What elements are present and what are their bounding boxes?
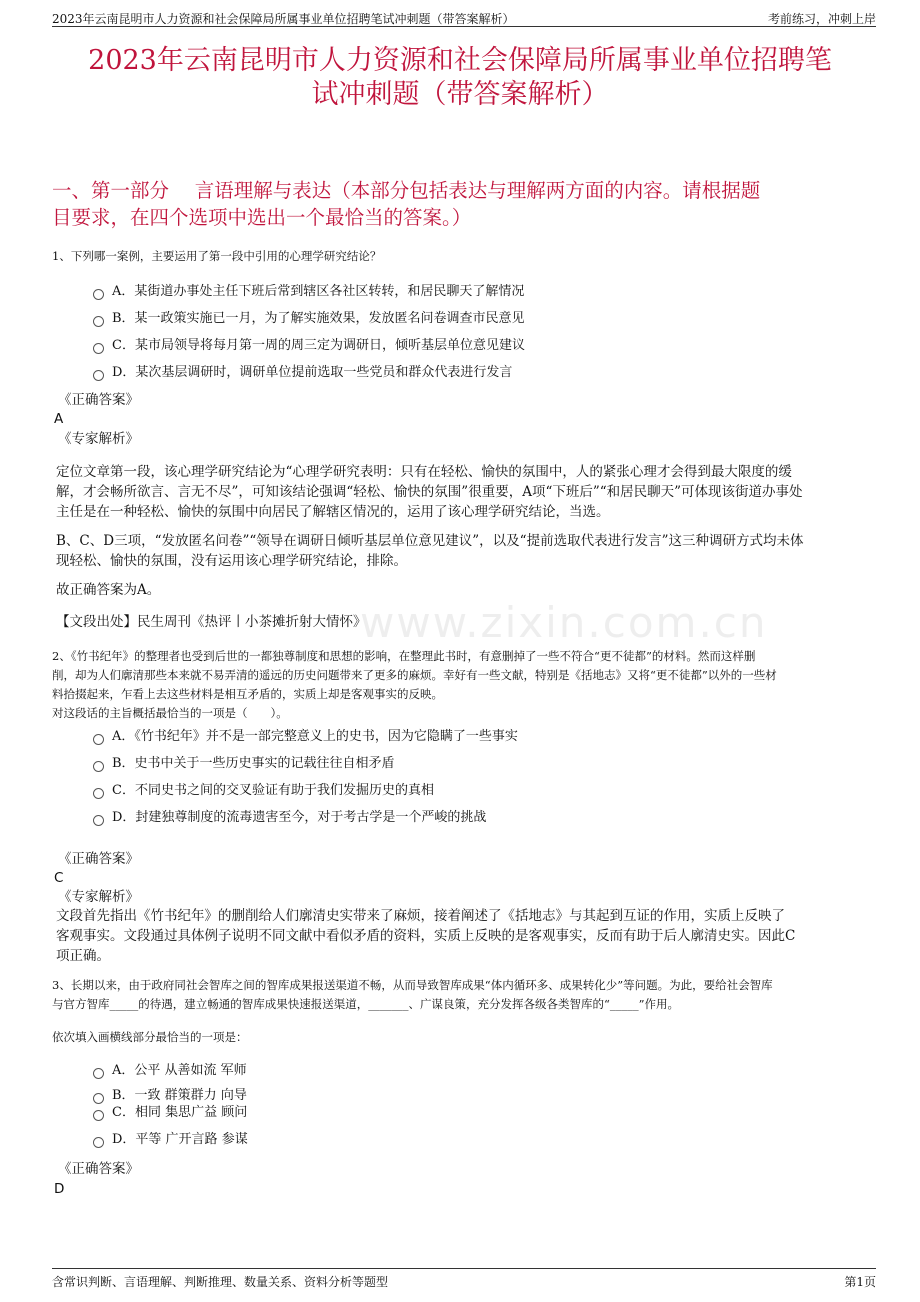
radio-icon[interactable] [93, 1093, 104, 1104]
option-label: D．平等 广开言路 参谋 [112, 1132, 248, 1147]
q2-expert-label: 《专家解析》 [58, 889, 139, 905]
title-line-2: 试冲刺题（带答案解析） [311, 79, 609, 110]
q1-option-b[interactable] [93, 310, 853, 328]
q3-option-c[interactable] [93, 1104, 853, 1122]
q1-option-d[interactable] [93, 364, 853, 382]
q1-option-a[interactable] [93, 283, 853, 301]
q3-option-a[interactable] [93, 1062, 853, 1080]
footer-note: 含常识判断、言语理解、判断推理、数量关系、资料分析等题型 [52, 1275, 389, 1289]
option-label: B．史书中关于一些历史事实的记载往往自相矛盾 [112, 756, 395, 771]
page-number: 第1页 [844, 1275, 876, 1289]
watermark: www.zixin.com.cn [360, 598, 768, 647]
question-line: 3、长期以来，由于政府同社会智库之间的智库成果报送渠道不畅，从而导致智库成果“体内循环多、成果转化少”等问题。为此，要给社会智库 [52, 978, 773, 992]
analysis-line: 定位文章第一段，该心理学研究结论为“心理学研究表明：只有在轻松、愉快的氛围中，人的紧张心理才会得到最大限度的缓 [56, 464, 792, 480]
radio-icon[interactable] [93, 316, 104, 327]
radio-icon[interactable] [93, 289, 104, 300]
analysis-line: 主任是在一种轻松、愉快的氛围中向居民了解辖区情况的，运用了该心理学研究结论，当选。 [56, 504, 610, 520]
section-line-2: 目要求，在四个选项中选出一个最恰当的答案。） [52, 206, 472, 229]
question-2-text [52, 647, 872, 723]
q3-correct-label: 《正确答案》 [58, 1161, 139, 1177]
page-header [52, 8, 876, 27]
question-line: 对这段话的主旨概括最恰当的一项是（ ）。 [52, 706, 288, 720]
q1-conclusion: 故正确答案为A。 [56, 582, 161, 598]
option-label: A．公平 从善如流 军师 [112, 1063, 247, 1078]
radio-icon[interactable] [93, 734, 104, 745]
radio-icon[interactable] [93, 1110, 104, 1121]
analysis-line: 客观事实。文段通过具体例子说明不同文献中看似矛盾的资料，实质上反映的是客观事实，反而有助于后人廓清史实。因此C [56, 928, 796, 944]
q3-option-b[interactable] [93, 1087, 853, 1105]
q2-option-c[interactable] [93, 782, 853, 800]
q2-answer: C [54, 870, 64, 886]
q2-option-a[interactable] [93, 728, 853, 746]
analysis-line: B、C、D三项，“发放匿名问卷”“领导在调研日倾听基层单位意见建议”，以及“提前选取代表进行发言”这三种调研方式均未体 [56, 533, 804, 549]
document-title [40, 44, 880, 112]
q2-analysis [56, 906, 864, 966]
q1-answer: A [54, 411, 64, 427]
radio-icon[interactable] [93, 1137, 104, 1148]
question-1-text: 1、下列哪一案例，主要运用了第一段中引用的心理学研究结论？ [52, 249, 382, 263]
q1-source: 【文段出处】民生周刊《热评丨小茶摊折射大情怀》 [56, 614, 367, 630]
q2-option-d[interactable] [93, 809, 853, 827]
question-line: 削，却为人们廓清那些本来就不易弄清的遥远的历史问题带来了更多的麻烦。幸好有一些文献，特别是《括地志》又将“更不徒都”以外的一些材 [52, 668, 777, 682]
option-label: D．封建独尊制度的流毒遗害至今，对于考古学是一个严峻的挑战 [112, 810, 487, 825]
question-line: 2、《竹书纪年》的整理者也受到后世的一都独尊制度和思想的影响，在整理此书时，有意删掉了一些不符合“更不徒都”的材料。然而这样删 [52, 649, 756, 663]
q2-option-b[interactable] [93, 755, 853, 773]
analysis-line: 文段首先指出《竹书纪年》的删削给人们廓清史实带来了麻烦，接着阐述了《括地志》与其起到互证的作用，实质上反映了 [56, 908, 785, 924]
option-label: A．《竹书纪年》并不是一部完整意义上的史书，因为它隐瞒了一些事实 [112, 729, 518, 744]
q1-expert-label: 《专家解析》 [58, 431, 139, 447]
option-label: B．某一政策实施已一月，为了解实施效果，发放匿名问卷调查市民意见 [112, 311, 525, 326]
section-heading [52, 177, 872, 231]
radio-icon[interactable] [93, 815, 104, 826]
option-label: B．一致 群策群力 向导 [112, 1088, 247, 1103]
radio-icon[interactable] [93, 761, 104, 772]
question-3-text [52, 976, 872, 1014]
question-line: 与官方智库_____的待遇，建立畅通的智库成果快速报送渠道，_______、广谋良策，充分发挥各级各类智库的“_____”作用。 [52, 997, 680, 1011]
radio-icon[interactable] [93, 1068, 104, 1079]
q1-analysis [56, 462, 864, 522]
question-line: 料拾掇起来，乍看上去这些材料是相互矛盾的，实质上却是客观事实的反映。 [52, 687, 443, 701]
option-label: C．相同 集思广益 顾问 [112, 1105, 248, 1120]
section-line-1: 一、第一部分 言语理解与表达（本部分包括表达与理解两方面的内容。请根据题 [52, 179, 761, 202]
q3-answer: D [54, 1181, 65, 1197]
option-label: C．某市局领导将每月第一周的周三定为调研日，倾听基层单位意见建议 [112, 338, 525, 353]
q1-analysis-2 [56, 531, 864, 571]
option-label: C．不同史书之间的交叉验证有助于我们发掘历史的真相 [112, 783, 434, 798]
radio-icon[interactable] [93, 343, 104, 354]
q3-prompt: 依次填入画横线部分最恰当的一项是： [52, 1030, 248, 1044]
option-label: D．某次基层调研时，调研单位提前选取一些党员和群众代表进行发言 [112, 365, 513, 380]
q1-correct-label: 《正确答案》 [58, 392, 139, 408]
option-label: A．某街道办事处主任下班后常到辖区各社区转转，和居民聊天了解情况 [112, 284, 525, 299]
header-title: 2023年云南昆明市人力资源和社会保障局所属事业单位招聘笔试冲刺题（带答案解析） [52, 12, 515, 26]
header-slogan: 考前练习，冲刺上岸 [767, 12, 876, 26]
q3-option-d[interactable] [93, 1131, 853, 1149]
page-footer [52, 1268, 876, 1289]
analysis-line: 解，才会畅所欲言、言无不尽”，可知该结论强调“轻松、愉快的氛围”很重要，A项“下班后”“和居民聊天”可体现该街道办事处 [56, 484, 803, 500]
title-line-1: 2023年云南昆明市人力资源和社会保障局所属事业单位招聘笔 [88, 45, 832, 76]
radio-icon[interactable] [93, 788, 104, 799]
analysis-line: 项正确。 [56, 948, 110, 964]
radio-icon[interactable] [93, 370, 104, 381]
q2-correct-label: 《正确答案》 [58, 851, 139, 867]
q1-option-c[interactable] [93, 337, 853, 355]
analysis-line: 现轻松、愉快的氛围，没有运用该心理学研究结论，排除。 [56, 553, 407, 569]
